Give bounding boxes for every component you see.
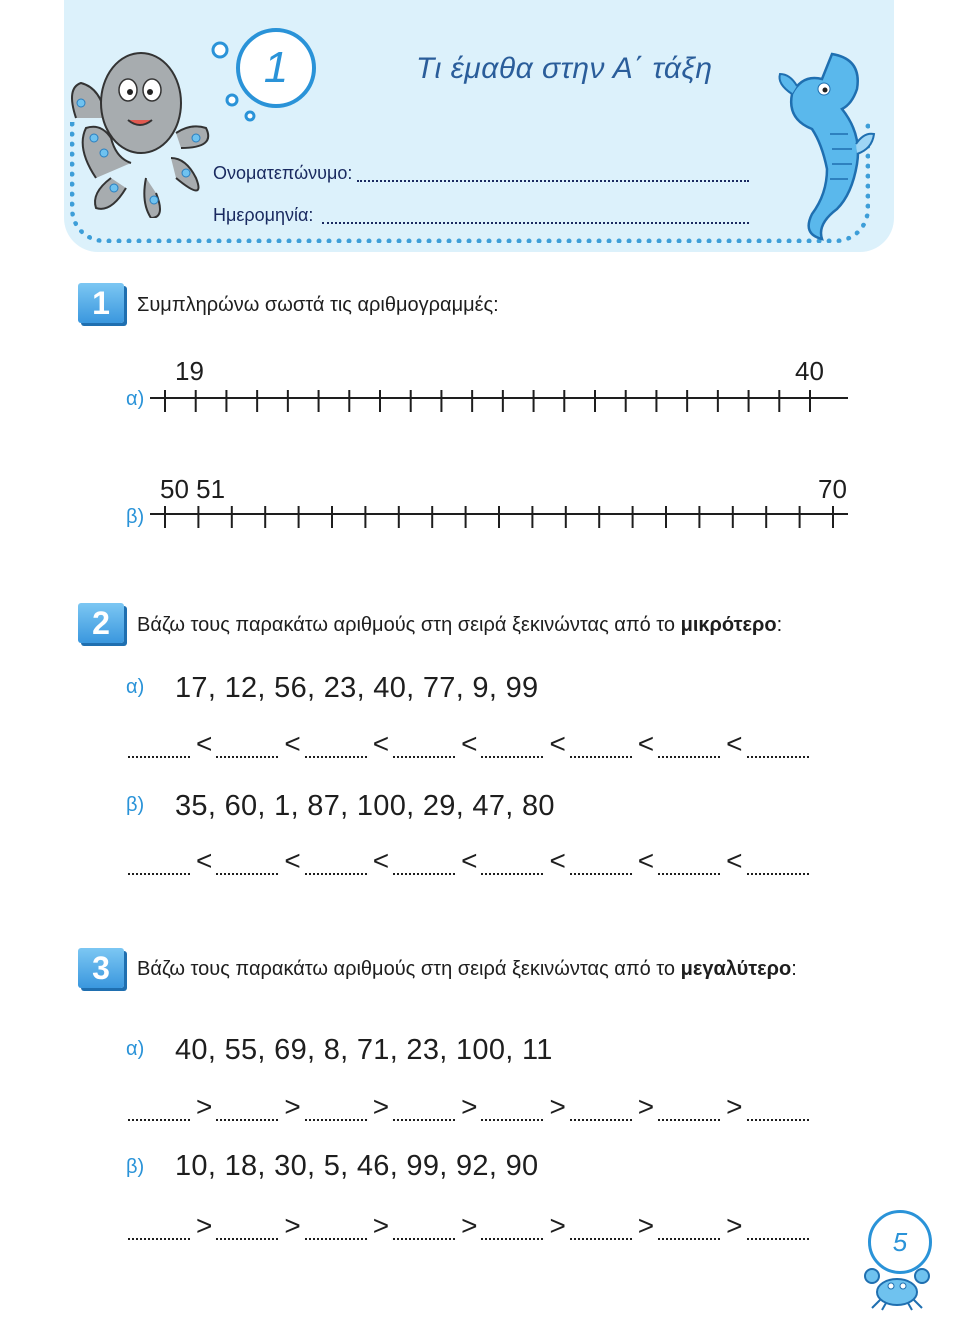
answer-slot[interactable]	[305, 756, 367, 758]
comparison-symbol: >	[461, 1210, 478, 1241]
exercise-2-badge	[78, 603, 124, 643]
exercise-2-instruction-text: Βάζω τους παρακάτω αριθμούς στη σειρά ξεκινώντας από το	[137, 614, 681, 636]
numberline-a[interactable]	[150, 388, 850, 418]
comparison-symbol: >	[372, 1091, 390, 1122]
exercise-1-number: 1	[92, 284, 110, 321]
answer-slot[interactable]	[393, 1119, 455, 1121]
exercise-1-badge	[78, 283, 124, 323]
comparison-symbol: <	[284, 845, 301, 876]
answer-slot[interactable]	[658, 756, 720, 758]
answer-slot[interactable]	[393, 1238, 455, 1240]
answer-slot[interactable]	[570, 1119, 632, 1121]
exercise-3-label-b: β)	[126, 1156, 145, 1178]
answer-slot[interactable]	[128, 873, 190, 875]
answer-row-3a	[128, 1093, 815, 1121]
seahorse-icon	[772, 44, 882, 244]
comparison-symbol: <	[461, 728, 478, 759]
comparison-symbol: >	[726, 1091, 743, 1122]
lesson-number: 1	[263, 43, 289, 92]
comparison-symbol: >	[461, 1091, 478, 1122]
comparison-symbol: <	[549, 845, 566, 876]
numberline-b-start-label: 50 51	[160, 474, 226, 504]
name-field[interactable]	[357, 180, 749, 182]
answer-slot[interactable]	[305, 1238, 367, 1240]
exercise-1-label-a: α)	[126, 388, 145, 410]
answer-slot[interactable]	[747, 873, 809, 875]
comparison-symbol: >	[637, 1091, 655, 1122]
answer-slot[interactable]	[128, 1119, 190, 1121]
comparison-symbol: >	[549, 1210, 566, 1241]
answer-slot[interactable]	[570, 756, 632, 758]
comparison-symbol: <	[372, 728, 390, 759]
comparison-symbol: <	[372, 845, 390, 876]
answer-slot[interactable]	[216, 873, 278, 875]
comparison-symbol: >	[637, 1210, 655, 1241]
exercise-2-numbers-b: 35, 60, 1, 87, 100, 29, 47, 80	[175, 790, 555, 822]
exercise-3-instruction-text: Βάζω τους παρακάτω αριθμούς στη σειρά ξεκινώντας από το	[137, 958, 681, 980]
answer-slot[interactable]	[747, 1238, 809, 1240]
exercise-2-instruction-bold: μικρότερο	[680, 614, 777, 636]
exercise-3-instruction	[137, 958, 797, 981]
answer-slot[interactable]	[216, 1238, 278, 1240]
answer-slot[interactable]	[305, 1119, 367, 1121]
page-number: 5	[892, 1226, 908, 1257]
comparison-symbol: <	[461, 845, 478, 876]
answer-slot[interactable]	[481, 1119, 543, 1121]
comparison-symbol: >	[196, 1210, 213, 1241]
comparison-symbol: >	[549, 1091, 566, 1122]
answer-slot[interactable]	[570, 1238, 632, 1240]
exercise-2-label-a: α)	[126, 676, 145, 698]
answer-row-3b	[128, 1212, 815, 1240]
exercise-1-label-b: β)	[126, 506, 145, 528]
comparison-symbol: <	[284, 728, 301, 759]
answer-slot[interactable]	[481, 756, 543, 758]
exercise-3-label-a: α)	[126, 1038, 145, 1060]
comparison-symbol: <	[726, 728, 743, 759]
exercise-3-number: 3	[92, 949, 110, 986]
numberline-a-end-label: 40	[795, 356, 824, 386]
answer-slot[interactable]	[747, 756, 809, 758]
comparison-symbol: >	[372, 1210, 390, 1241]
comparison-symbol: >	[284, 1091, 301, 1122]
answer-slot[interactable]	[216, 756, 278, 758]
crab-icon	[862, 1262, 932, 1312]
answer-slot[interactable]	[305, 873, 367, 875]
exercise-2-instruction	[137, 614, 782, 637]
exercise-2-label-b: β)	[126, 794, 145, 816]
exercise-1-instruction: Συμπληρώνω σωστά τις αριθμογραμμές:	[137, 294, 499, 316]
answer-slot[interactable]	[216, 1119, 278, 1121]
answer-slot[interactable]	[393, 756, 455, 758]
numberline-b-end-label: 70	[818, 474, 847, 504]
answer-row-2a	[128, 730, 815, 758]
comparison-symbol: >	[284, 1210, 301, 1241]
answer-slot[interactable]	[481, 873, 543, 875]
lesson-title: Τι έμαθα στην Α΄ τάξη	[416, 52, 713, 85]
comparison-symbol: <	[637, 845, 655, 876]
exercise-2-instruction-colon: :	[776, 614, 783, 636]
comparison-symbol: <	[549, 728, 566, 759]
exercise-3-badge	[78, 948, 124, 988]
exercise-2-numbers-a: 17, 12, 56, 23, 40, 77, 9, 99	[175, 672, 539, 704]
comparison-symbol: >	[726, 1210, 743, 1241]
numberline-a-start-label: 19	[175, 356, 204, 386]
exercise-3-numbers-b: 10, 18, 30, 5, 46, 99, 92, 90	[175, 1150, 539, 1182]
comparison-symbol: <	[196, 845, 213, 876]
answer-slot[interactable]	[393, 873, 455, 875]
lesson-number-badge	[236, 28, 316, 108]
date-field[interactable]	[322, 222, 749, 224]
comparison-symbol: >	[196, 1091, 213, 1122]
answer-slot[interactable]	[481, 1238, 543, 1240]
answer-slot[interactable]	[570, 873, 632, 875]
comparison-symbol: <	[637, 728, 655, 759]
answer-slot[interactable]	[128, 756, 190, 758]
answer-slot[interactable]	[658, 1119, 720, 1121]
answer-slot[interactable]	[658, 1238, 720, 1240]
comparison-symbol: <	[726, 845, 743, 876]
name-label: Ονοματεπώνυμο:	[213, 163, 353, 183]
answer-row-2b	[128, 847, 815, 875]
answer-slot[interactable]	[128, 1238, 190, 1240]
comparison-symbol: <	[196, 728, 213, 759]
date-label: Ημερομηνία:	[213, 205, 314, 225]
answer-slot[interactable]	[747, 1119, 809, 1121]
exercise-3-instruction-colon: :	[791, 958, 797, 980]
answer-slot[interactable]	[658, 873, 720, 875]
numberline-b[interactable]	[150, 504, 850, 534]
exercise-3-numbers-a: 40, 55, 69, 8, 71, 23, 100, 11	[175, 1034, 553, 1066]
exercise-2-number: 2	[92, 604, 110, 641]
exercise-3-instruction-bold: μεγαλύτερο	[680, 958, 792, 980]
